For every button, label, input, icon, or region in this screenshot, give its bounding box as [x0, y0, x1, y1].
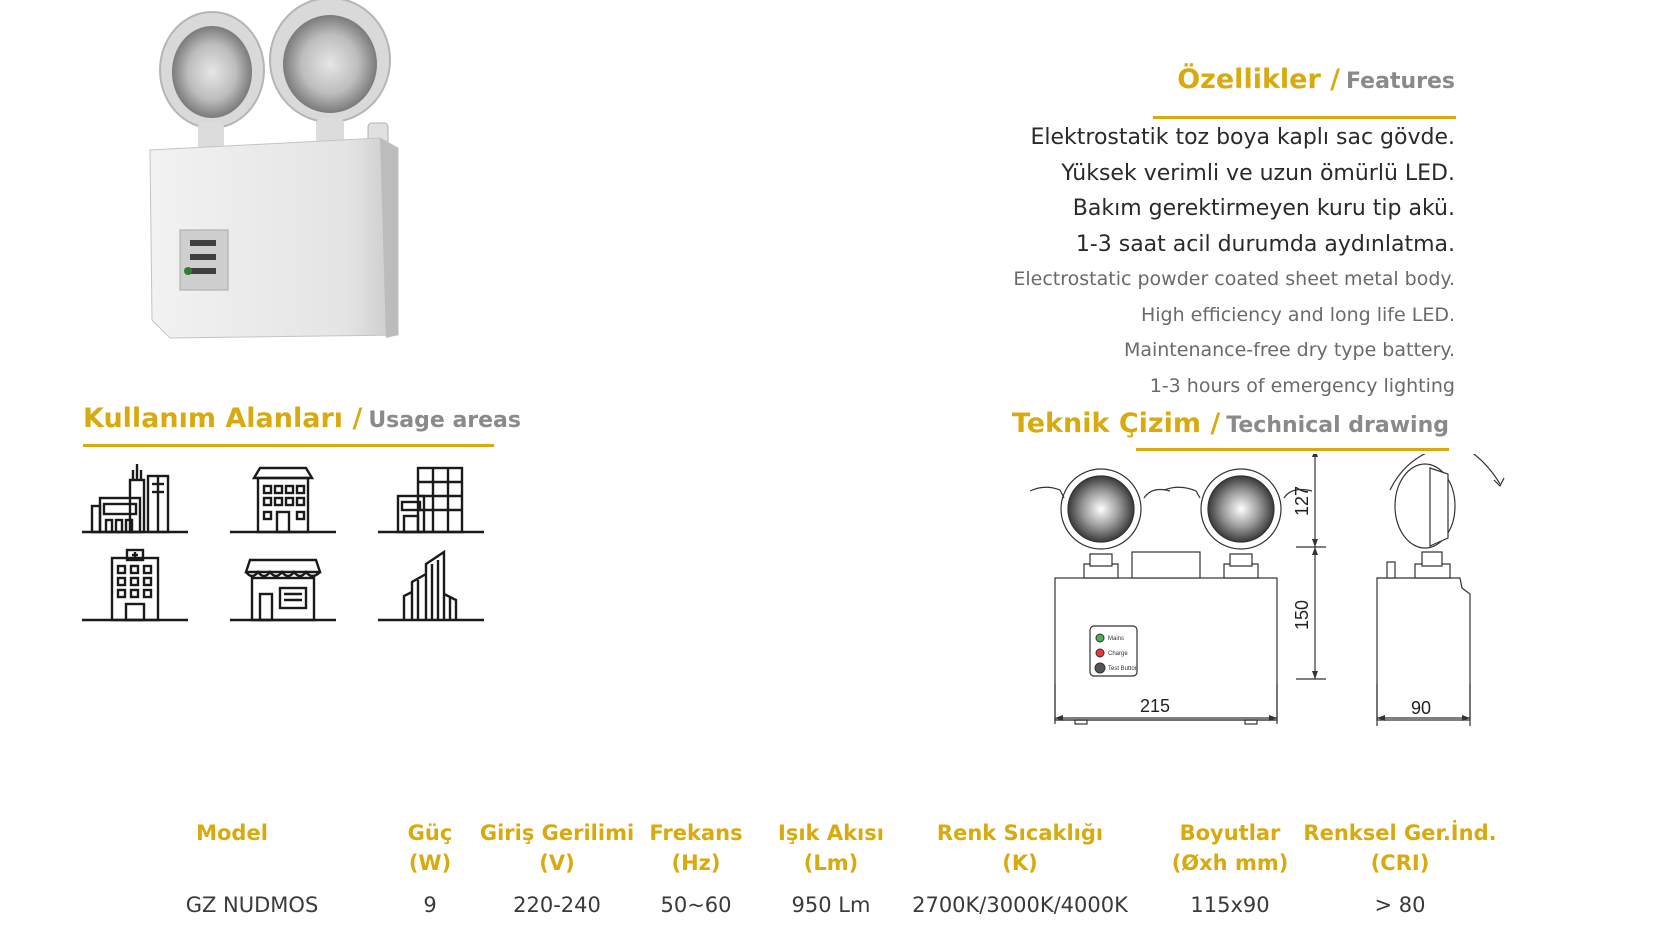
table-header-cri: Renksel Ger.İnd. (CRI) [1303, 821, 1497, 875]
table-header-model: Model [196, 821, 268, 845]
technical-underline [1136, 448, 1449, 451]
product-photo [140, 0, 430, 365]
skyscraper-icon [378, 548, 484, 624]
panel-label-mains: Mains [1108, 636, 1125, 642]
dimension-depth: 90 [1411, 698, 1432, 718]
technical-title-en: Technical drawing [1226, 413, 1449, 438]
feature-tr-1: Elektrostatik toz boya kaplı sac gövde. [1030, 125, 1455, 150]
feature-tr-3: Bakım gerektirmeyen kuru tip akü. [1072, 196, 1455, 221]
features-underline [1153, 116, 1456, 119]
store-icon [230, 548, 336, 624]
factory-icon [82, 460, 188, 536]
usage-heading [83, 403, 521, 434]
feature-en-1: Electrostatic powder coated sheet metal body. [1013, 268, 1455, 290]
table-cell-input-voltage: 220-240 [513, 893, 601, 917]
table-header-dimensions: Boyutlar (Øxh mm) [1171, 821, 1289, 875]
table-header-power: Güç (W) [407, 821, 453, 875]
feature-en-3: Maintenance-free dry type battery. [1123, 339, 1455, 361]
usage-underline [83, 444, 494, 447]
table-cell-color-temperature: 2700K/3000K/4000K [912, 893, 1128, 917]
features-heading [1177, 64, 1455, 95]
table-header-luminous-flux: Işık Akısı (Lm) [778, 821, 884, 875]
features-title-en: Features [1346, 69, 1455, 94]
technical-title-tr: Teknik Çizim / [1011, 408, 1221, 439]
technical-heading [1012, 408, 1449, 439]
table-header-frequency: Frekans (Hz) [649, 821, 743, 875]
features-list [1013, 120, 1455, 404]
dimension-width: 215 [1140, 696, 1171, 716]
table-header-input-voltage: Giriş Gerilimi (V) [479, 821, 635, 875]
usage-title-tr: Kullanım Alanları / [83, 403, 363, 434]
dimension-height-top: 127 [1292, 485, 1312, 516]
table-cell-dimensions: 115x90 [1190, 893, 1270, 917]
usage-title-en: Usage areas [368, 408, 522, 433]
office-building-icon [230, 460, 336, 536]
table-cell-power: 9 [423, 893, 437, 917]
panel-label-test: Test Button [1108, 666, 1139, 672]
feature-tr-4: 1-3 saat acil durumda aydınlatma. [1075, 231, 1455, 257]
panel-label-charge: Charge [1108, 651, 1128, 657]
commercial-building-icon [378, 460, 484, 536]
table-cell-cri: > 80 [1374, 893, 1426, 917]
feature-en-4: 1-3 hours of emergency lighting [1149, 374, 1455, 397]
features-title-tr: Özellikler / [1177, 64, 1341, 95]
table-cell-model: GZ NUDMOS [185, 893, 319, 917]
table-header-color-temperature: Renk Sıcaklığı (K) [936, 821, 1104, 875]
dimension-height-body: 150 [1292, 599, 1312, 630]
feature-en-2: High efficiency and long life LED. [1140, 303, 1455, 326]
table-cell-frequency: 50~60 [660, 893, 732, 917]
hospital-icon [82, 548, 188, 624]
technical-drawing [1030, 454, 1540, 778]
feature-tr-2: Yüksek verimli ve uzun ömürlü LED. [1061, 160, 1455, 186]
table-cell-luminous-flux: 950 Lm [791, 893, 871, 917]
